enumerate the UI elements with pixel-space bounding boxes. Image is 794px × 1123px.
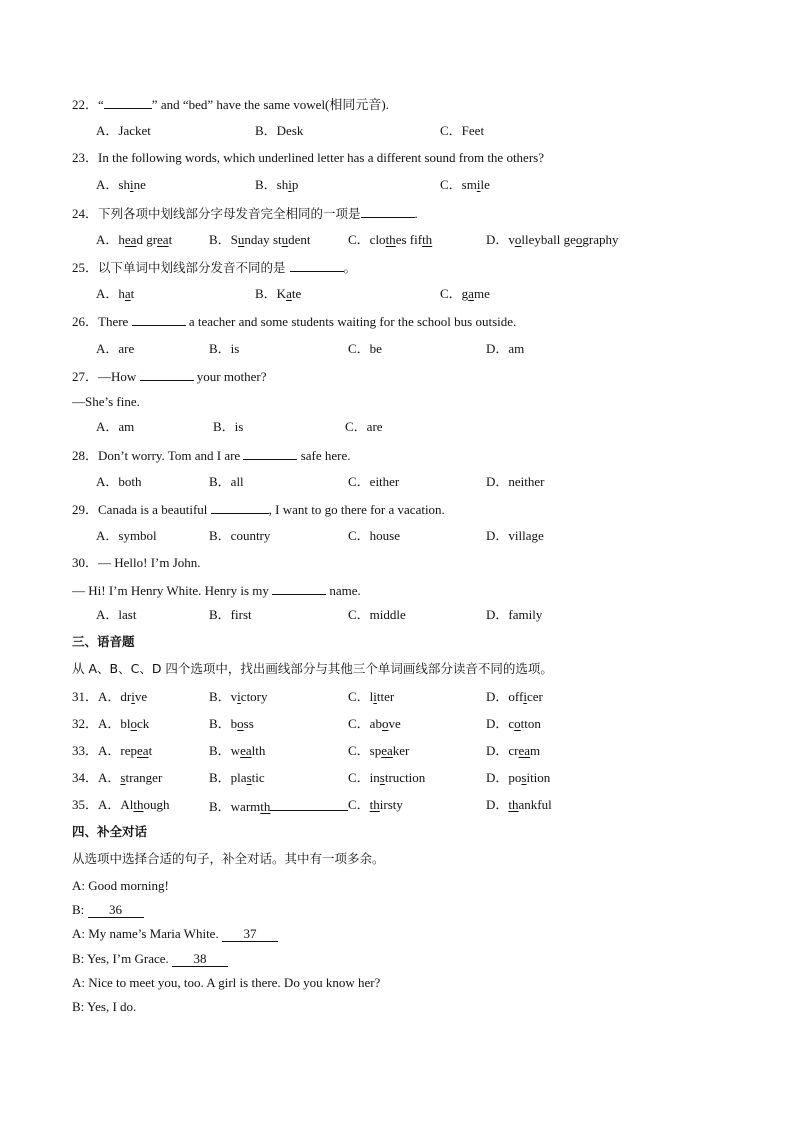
option-c[interactable]: C．be xyxy=(348,341,382,356)
option-b[interactable]: B．first xyxy=(209,607,252,622)
answer-blank[interactable] xyxy=(243,447,297,460)
option-c[interactable]: C．clothes fifth xyxy=(348,232,433,247)
option-a[interactable]: A．shine xyxy=(96,177,146,192)
underline-rule xyxy=(270,797,348,811)
dialogue-reply: —She’s fine. xyxy=(72,394,140,409)
answer-blank[interactable] xyxy=(272,582,326,595)
option-b[interactable]: B．wealth xyxy=(209,743,266,758)
section-3-heading: 三、语音题 xyxy=(72,634,135,649)
question-35: 35．A．Although xyxy=(72,797,170,812)
question-number: 28． xyxy=(72,448,99,463)
question-26: 26．There a teacher and some students waiting for the school bus outside. xyxy=(72,314,517,329)
answer-blank-36[interactable]: 36 xyxy=(88,903,144,918)
option-d[interactable]: D．position xyxy=(486,770,551,785)
question-30: 30．— Hello! I’m John. xyxy=(72,555,201,570)
option-c[interactable]: C．litter xyxy=(348,689,395,704)
dialogue-line: A: Good morning! xyxy=(72,878,169,893)
answer-blank[interactable] xyxy=(140,368,194,381)
option-b[interactable]: B．country xyxy=(209,528,271,543)
question-33: 33．A．repeat xyxy=(72,743,153,758)
option-d[interactable]: D．cream xyxy=(486,743,541,758)
option-a[interactable]: A．are xyxy=(96,341,135,356)
dialogue-line: B: 36 xyxy=(72,902,144,918)
question-text: 以下单词中划线部分发音不同的是 xyxy=(98,260,290,275)
option-d[interactable]: D．thankful xyxy=(486,797,552,812)
dialogue-reply: — Hi! I’m Henry White. Henry is my name. xyxy=(72,583,361,598)
option-a[interactable]: A．last xyxy=(96,607,137,622)
option-c[interactable]: C．Feet xyxy=(440,123,485,138)
question-number: 30． xyxy=(72,555,99,570)
question-22 xyxy=(72,96,389,113)
option-b[interactable]: B．all xyxy=(209,474,244,489)
option-c[interactable]: C．house xyxy=(348,528,401,543)
option-b[interactable]: B．warmth xyxy=(209,797,348,815)
answer-blank-38[interactable]: 38 xyxy=(172,952,228,967)
option-b[interactable]: B．victory xyxy=(209,689,268,704)
option-c[interactable]: C．middle xyxy=(348,607,406,622)
option-a[interactable]: A．block xyxy=(98,716,150,731)
answer-blank[interactable] xyxy=(104,96,152,109)
dialogue-line: B: Yes, I do. xyxy=(72,999,137,1014)
option-a[interactable]: A．am xyxy=(96,419,135,434)
question-text: In the following words, which underlined letter has a different sound from the others? xyxy=(98,150,544,165)
option-c[interactable]: C．are xyxy=(345,419,383,434)
section-4-instruction: 从选项中选择合适的句子，补全对话。其中有一项多余。 xyxy=(72,851,385,866)
option-a[interactable]: A．Although xyxy=(98,797,170,812)
option-c[interactable]: C．either xyxy=(348,474,400,489)
option-d[interactable]: D．am xyxy=(486,341,525,356)
question-number: 23． xyxy=(72,150,99,165)
question-23 xyxy=(72,150,544,166)
option-c[interactable]: C．smile xyxy=(440,177,490,192)
question-24: 24．下列各项中划线部分字母发音完全相同的一项是 . xyxy=(72,206,418,221)
option-b[interactable]: B．ship xyxy=(255,177,299,192)
question-32: 32．A．block xyxy=(72,716,150,731)
option-a[interactable]: A．symbol xyxy=(96,528,157,543)
option-c[interactable]: C．above xyxy=(348,716,401,731)
question-25: 25．以下单词中划线部分发音不同的是 。 xyxy=(72,260,357,275)
option-d[interactable]: D．officer xyxy=(486,689,543,704)
option-c[interactable]: C．speaker xyxy=(348,743,410,758)
option-b[interactable]: B．Sunday student xyxy=(209,232,311,247)
option-b[interactable]: B．boss xyxy=(209,716,254,731)
answer-blank[interactable] xyxy=(290,259,344,272)
option-d[interactable]: D．village xyxy=(486,528,544,543)
question-27: 27．—How your mother? xyxy=(72,369,267,384)
section-3-instruction: 从 A、B、C、D 四个选项中，找出画线部分与其他三个单词画线部分读音不同的选项。 xyxy=(72,661,553,676)
option-b[interactable]: B．is xyxy=(209,341,240,356)
question-number: 26． xyxy=(72,314,99,329)
option-a[interactable]: A．head great xyxy=(96,232,173,247)
option-d[interactable]: D．volleyball geography xyxy=(486,232,619,247)
option-a[interactable]: A．both xyxy=(96,474,142,489)
section-4-heading: 四、补全对话 xyxy=(72,824,148,839)
option-c[interactable]: C．instruction xyxy=(348,770,426,785)
answer-blank[interactable] xyxy=(361,205,415,218)
question-text: ” and “bed” have the same vowel(相同元音). xyxy=(151,97,389,112)
option-a[interactable]: A．stranger xyxy=(98,770,163,785)
option-a[interactable]: A．Jacket xyxy=(96,123,151,138)
option-b[interactable]: B．Kate xyxy=(255,286,302,301)
question-34: 34．A．stranger xyxy=(72,770,163,785)
option-a[interactable]: A．hat xyxy=(96,286,135,301)
option-d[interactable]: D．cotton xyxy=(486,716,541,731)
option-b[interactable]: B．plastic xyxy=(209,770,265,785)
answer-blank[interactable] xyxy=(211,501,269,514)
answer-blank[interactable] xyxy=(132,313,186,326)
option-c[interactable]: C．thirsty xyxy=(348,797,403,812)
question-number: 25． xyxy=(72,260,99,275)
answer-blank-37[interactable]: 37 xyxy=(222,927,278,942)
question-text: 下列各项中划线部分字母发音完全相同的一项是 xyxy=(98,206,361,221)
question-number: 22． xyxy=(72,97,99,112)
option-b[interactable]: B．Desk xyxy=(255,123,304,138)
option-a[interactable]: A．drive xyxy=(98,689,148,704)
option-c[interactable]: C．game xyxy=(440,286,490,301)
option-d[interactable]: D．family xyxy=(486,607,543,622)
question-31: 31．A．drive xyxy=(72,689,148,704)
option-b[interactable]: B．is xyxy=(213,419,244,434)
question-number: 27． xyxy=(72,369,99,384)
question-number: 29． xyxy=(72,502,99,517)
dialogue-line: B: Yes, I’m Grace. 38 xyxy=(72,951,228,967)
dialogue-line: A: Nice to meet you, too. A girl is there. Do you know her? xyxy=(72,975,381,990)
question-number: 24． xyxy=(72,206,99,221)
dialogue-line: A: My name’s Maria White. 37 xyxy=(72,926,278,942)
option-d[interactable]: D．neither xyxy=(486,474,545,489)
question-28: 28．Don’t worry. Tom and I are safe here. xyxy=(72,448,351,463)
question-text: “ xyxy=(98,97,104,112)
question-29: 29．Canada is a beautiful , I want to go there for a vacation. xyxy=(72,502,445,517)
option-a[interactable]: A．repeat xyxy=(98,743,153,758)
